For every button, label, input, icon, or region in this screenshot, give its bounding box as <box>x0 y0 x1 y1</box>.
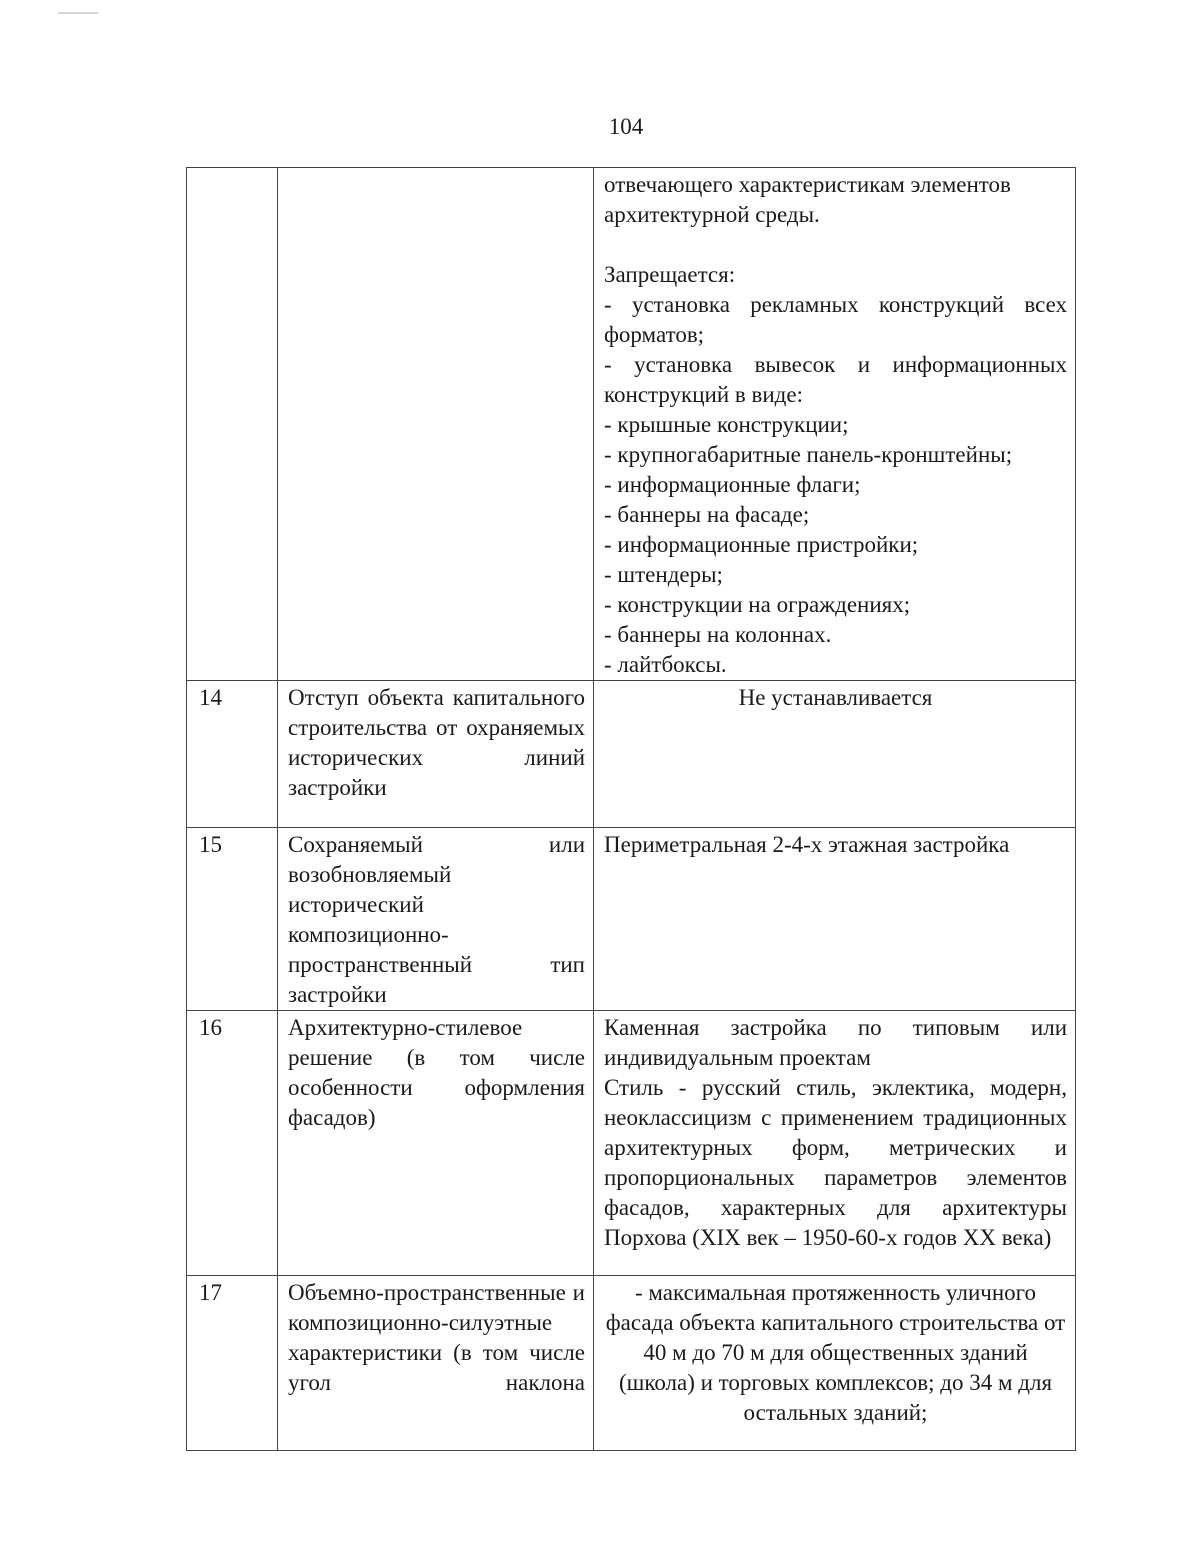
prohibited-heading: Запрещается: <box>604 262 736 287</box>
text-line: отвечающего характеристикам элементов <box>604 172 1011 197</box>
row-parameter-name: Объемно-пространственные и композиционно-силуэтные характеристики (в том числе угол наклона <box>278 1276 594 1451</box>
table-row <box>187 1276 1076 1451</box>
row-parameter-value: Не устанавливается <box>594 681 1076 828</box>
table-row <box>187 681 1076 828</box>
prohibited-item: - крупногабаритные панель-кронштейны; <box>604 442 1013 467</box>
cell-number-empty <box>187 168 278 681</box>
page-number: 104 <box>608 114 644 139</box>
value-paragraph: Каменная застройка по типовым или индивидуальным проектам <box>604 1015 1067 1070</box>
text-line: архитектурной среды. <box>604 202 820 227</box>
row-parameter-value: - максимальная протяженность уличного фасада объекта капитального строительства от 40 м до 70 м для общественных зданий (школа) и торговых комплексов; до 34 м для остальных зданий; <box>594 1276 1076 1451</box>
row-number: 16 <box>187 1011 278 1276</box>
scan-artifact <box>58 12 98 14</box>
row-parameter-name: Сохраняемый или возобновляемый исторический композиционно-пространственный тип застройки <box>278 828 594 1011</box>
prohibited-item: - крышные конструкции; <box>604 412 849 437</box>
row-parameter-value: Периметральная 2-4-х этажная застройка <box>594 828 1076 1011</box>
row-number: 14 <box>187 681 278 828</box>
row-number: 15 <box>187 828 278 1011</box>
prohibited-item: - лайтбоксы. <box>604 652 727 677</box>
prohibited-item: - установка вывесок и информационных <box>604 352 1067 377</box>
row-parameter-value <box>594 1011 1076 1276</box>
regulations-table <box>186 167 1076 1451</box>
table-row <box>187 1011 1076 1276</box>
table-row-continuation <box>187 168 1076 681</box>
prohibited-item: - баннеры на фасаде; <box>604 502 810 527</box>
prohibited-item: форматов; <box>604 322 705 347</box>
prohibited-item: - информационные флаги; <box>604 472 861 497</box>
value-paragraph: Стиль - русский стиль, эклектика, модерн, неоклассицизм с применением традиционных архитектурных форм, метрических и пропорциональных параметров элементов фасадов, характерных для архитектуры Порхова (XIX век – 1950-60-х годов XX века) <box>604 1075 1067 1250</box>
prohibited-item: конструкций в виде: <box>604 382 803 407</box>
prohibited-item: - установка рекламных конструкций всех <box>604 292 1067 317</box>
row-parameter-name: Архитектурно-стилевое решение (в том числе особенности оформления фасадов) <box>278 1011 594 1276</box>
table-row <box>187 828 1076 1011</box>
prohibited-item: - информационные пристройки; <box>604 532 919 557</box>
prohibited-item: - конструкции на ограждениях; <box>604 592 911 617</box>
row-parameter-name: Отступ объекта капитального строительства от охраняемых исторических линий застройки <box>278 681 594 828</box>
prohibited-item: - баннеры на колоннах. <box>604 622 832 647</box>
cell-name-empty <box>278 168 594 681</box>
row-number: 17 <box>187 1276 278 1451</box>
cell-value-continuation <box>594 168 1076 681</box>
prohibited-item: - штендеры; <box>604 562 723 587</box>
